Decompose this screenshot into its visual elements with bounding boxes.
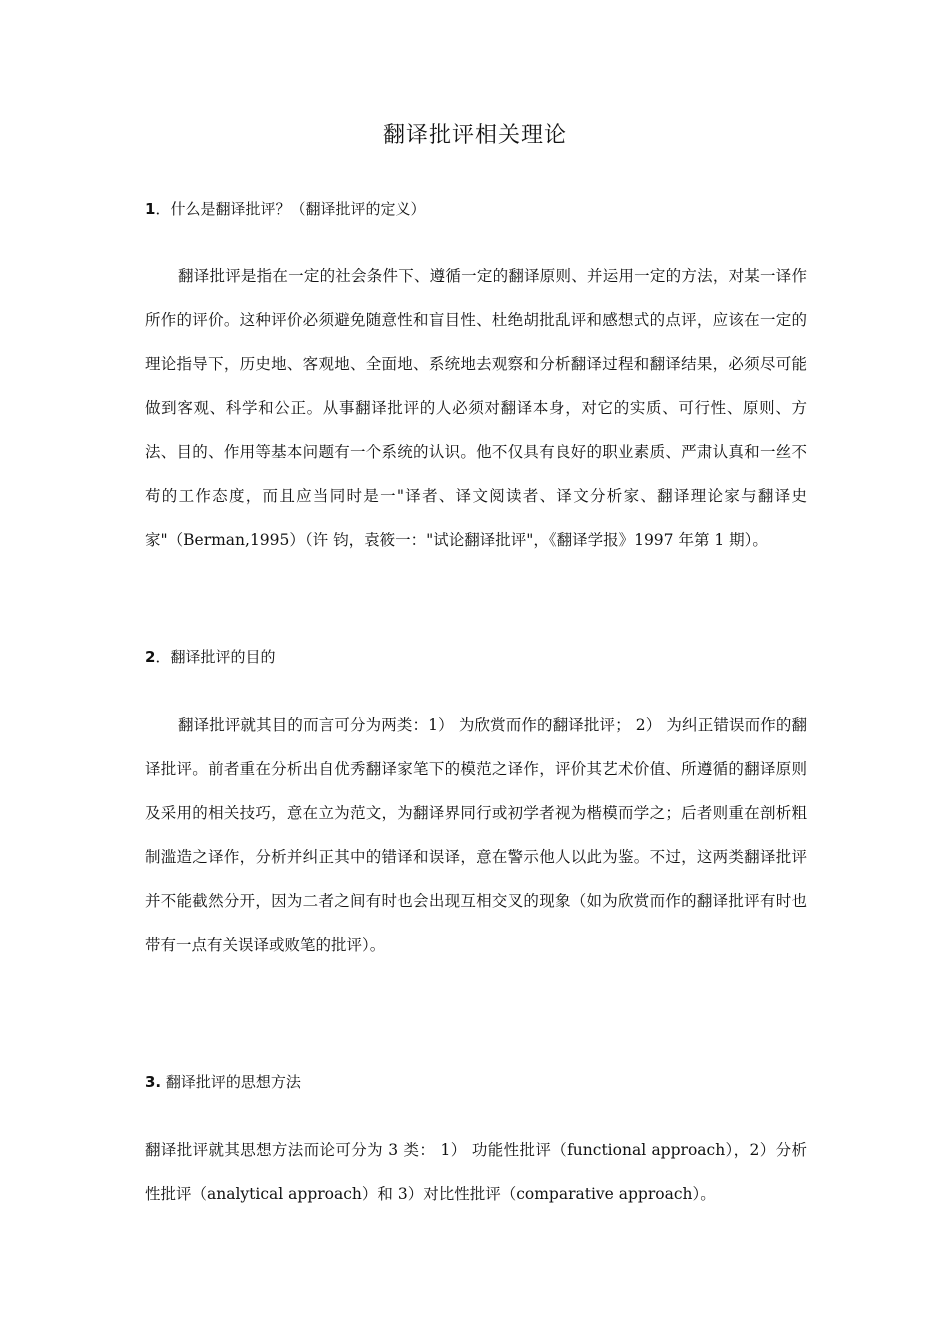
- section-1-heading-text: ．什么是翻译批评？（翻译批评的定义）: [155, 200, 426, 218]
- section-1-number: 1: [145, 200, 156, 218]
- section-2-number: 2: [145, 648, 156, 666]
- section-1-heading: [145, 198, 425, 219]
- section-2-heading-text: ．翻译批评的目的: [155, 648, 276, 666]
- section-3-heading-text: 翻译批评的思想方法: [161, 1073, 301, 1091]
- section-2-paragraph: 翻译批评就其目的而言可分为两类：1） 为欣赏而作的翻译批评； 2） 为纠正错误而作的翻译批评。前者重在分析出自优秀翻译家笔下的模范之译作，评价其艺术价值、所遵循的翻译原则及采用的相关技巧，意在立为范文，为翻译界同行或初学者视为楷模而学之；后者则重在剖析粗制滥造之译作，分析并纠正其中的错译和误译，意在警示他人以此为鉴。不过，这两类翻译批评并不能截然分开，因为二者之间有时也会出现互相交叉的现象（如为欣赏而作的翻译批评有时也带有一点有关误译或败笔的批评）。: [145, 716, 807, 954]
- document-title: 翻译批评相关理论: [382, 123, 567, 148]
- section-1-paragraph: 翻译批评是指在一定的社会条件下、遵循一定的翻译原则、并运用一定的方法，对某一译作所作的评价。这种评价必须避免随意性和盲目性、杜绝胡批乱评和感想式的点评，应该在一定的理论指导下，历史地、客观地、全面地、系统地去观察和分析翻译过程和翻译结果，必须尽可能做到客观、科学和公正。从事翻译批评的人必须对翻译本身，对它的实质、可行性、原则、方法、目的、作用等基本问题有一个系统的认识。他不仅具有良好的职业素质、严肃认真和一丝不苟的工作态度，而且应当同时是一"译者、译文阅读者、译文分析家、翻译理论家与翻译史家"（Berman,1995）（许 钧，袁筱一："试论翻译批评"，《翻译学报》1997 年第 1 期）。: [145, 267, 807, 549]
- section-2-heading: [145, 646, 275, 667]
- section-3-paragraph: 翻译批评就其思想方法而论可分为 3 类： 1） 功能性批评（functional approach），2）分析性批评（analytical approach）和 3）对比性批评（comparative approach）。: [145, 1141, 807, 1203]
- section-3-heading: [145, 1071, 301, 1092]
- section-3-number: 3.: [145, 1073, 162, 1091]
